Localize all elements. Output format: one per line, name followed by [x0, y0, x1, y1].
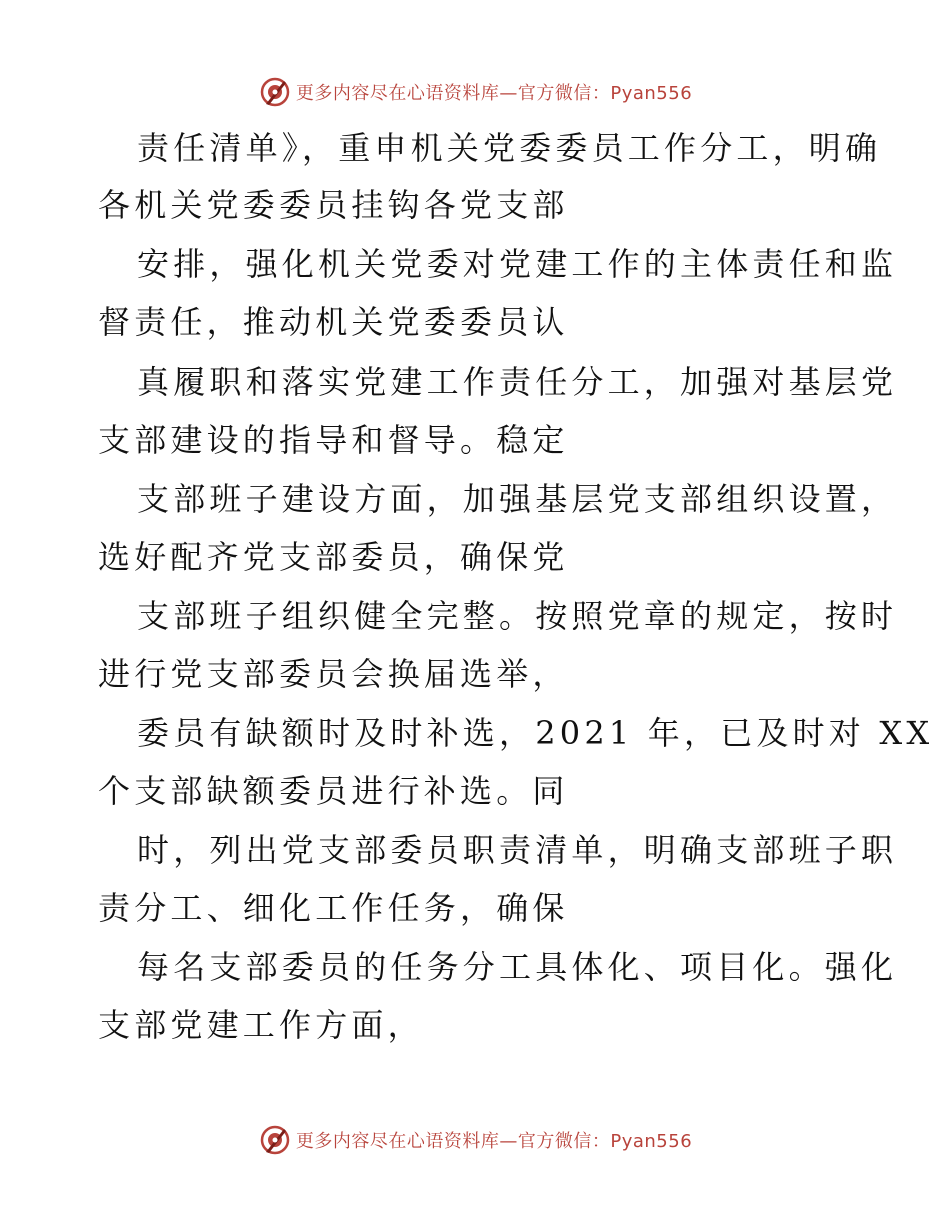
- text-line: 责分工、细化工作任务，确保: [98, 889, 569, 927]
- text-line: 每名支部委员的任务分工具体化、项目化。强化: [137, 948, 898, 986]
- quill-circle-logo-icon: [258, 1123, 292, 1157]
- text-line: 委员有缺额时及时补选，2021 年，已及时对 XX: [137, 714, 934, 752]
- text-line: 支部班子组织健全完整。按照党章的规定，按时: [137, 597, 898, 635]
- text-line: 督责任，推动机关党委委员认: [98, 303, 569, 341]
- watermark-text: 更多内容尽在心语资料库—官方微信：Pyan556: [295, 83, 693, 104]
- quill-circle-logo-icon: [258, 75, 292, 109]
- text-line: 各机关党委委员挂钩各党支部: [98, 186, 569, 224]
- text-line: 选好配齐党支部委员，确保党: [98, 538, 569, 576]
- watermark-text: 更多内容尽在心语资料库—官方微信：Pyan556: [295, 1131, 693, 1152]
- footer-watermark: [0, 1120, 950, 1160]
- header-watermark: [0, 72, 950, 112]
- text-line: 真履职和落实党建工作责任分工，加强对基层党: [137, 363, 898, 401]
- text-line: 安排，强化机关党委对党建工作的主体责任和监: [137, 245, 898, 283]
- text-line: 进行党支部委员会换届选举，: [98, 655, 569, 693]
- text-line: 支部党建工作方面，: [98, 1006, 424, 1044]
- text-line: 支部班子建设方面，加强基层党支部组织设置，: [137, 480, 898, 518]
- text-line: 责任清单》，重申机关党委委员工作分工，明确: [137, 129, 882, 167]
- text-line: 时，列出党支部委员职责清单，明确支部班子职: [137, 831, 898, 869]
- text-line: 个支部缺额委员进行补选。同: [98, 772, 569, 810]
- text-line: 支部建设的指导和督导。稳定: [98, 421, 569, 459]
